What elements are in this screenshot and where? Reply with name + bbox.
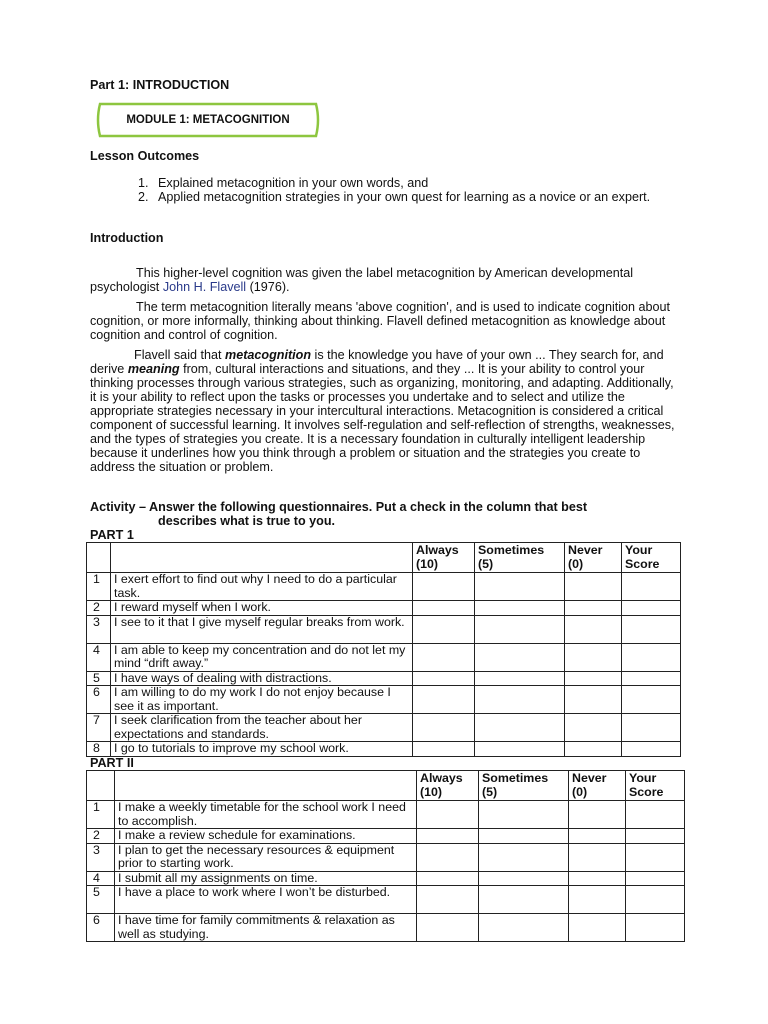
part-1-table <box>86 542 681 757</box>
always-cell[interactable] <box>413 742 475 757</box>
header-cell <box>111 543 413 573</box>
table-row <box>87 601 681 616</box>
always-cell[interactable] <box>413 573 475 601</box>
score-cell[interactable] <box>626 801 685 829</box>
intro-paragraph-3 <box>90 348 680 474</box>
row-statement: I submit all my assignments on time. <box>115 871 417 886</box>
header-never: Never (0) <box>569 771 626 801</box>
sometimes-cell[interactable] <box>475 615 565 643</box>
module-banner <box>92 102 324 138</box>
sometimes-cell[interactable] <box>479 801 569 829</box>
sometimes-cell[interactable] <box>479 829 569 844</box>
list-item-number: 1. <box>138 176 149 190</box>
row-number: 1 <box>87 801 115 829</box>
flavell-link[interactable]: John H. Flavell <box>162 280 247 294</box>
header-never: Never (0) <box>565 543 622 573</box>
intro-paragraph-2 <box>90 300 680 342</box>
paragraph-text: The term metacognition literally means 'above cognition', and is used to indicate cognition about cognition, or more informally, thinking about thinking. Flavell defined metacognition as knowledge about cognition and control of cognition. <box>90 300 671 342</box>
row-number: 1 <box>87 573 111 601</box>
table-row <box>87 886 685 914</box>
sometimes-cell[interactable] <box>475 714 565 742</box>
always-cell[interactable] <box>413 601 475 616</box>
list-item-number: 2. <box>138 190 149 204</box>
lesson-outcomes-heading: Lesson Outcomes <box>90 149 200 163</box>
paragraph-text: from, cultural interactions and situations, and they ... It is your ability to control your thinking processes through various strategies, such as organizing, monitoring, and adapting. Additionally, it is your ability to reflect upon the tasks or processes you undertake and to select and utilize the appropriate strategies necessary in your intercultural interactions. Metacognition is considered a critical component of successful learning. It involves self-regulation and self-reflection of strengths, weaknesses, and the types of strategies you create. It is a necessary foundation in culturally intelligent leadership because it underlines how you think through a problem or situation and the strategies you create to address the situation or problem. <box>90 362 675 474</box>
paragraph-text: is the knowledge you have of your own ... They search for, and derive <box>90 348 664 376</box>
table-row <box>87 871 685 886</box>
row-statement: I make a weekly timetable for the school work I need to accomplish. <box>115 801 417 829</box>
row-statement: I have ways of dealing with distractions. <box>111 671 413 686</box>
always-cell[interactable] <box>413 686 475 714</box>
sometimes-cell[interactable] <box>479 871 569 886</box>
score-cell[interactable] <box>626 843 685 871</box>
paragraph-text: (1976). <box>246 280 290 294</box>
header-cell <box>87 771 115 801</box>
score-cell[interactable] <box>626 829 685 844</box>
activity-line-1: Activity – Answer the following questionnaires. Put a check in the column that best <box>90 500 588 514</box>
paragraph-text: Flavell said that <box>134 348 225 362</box>
sometimes-cell[interactable] <box>475 601 565 616</box>
row-number: 3 <box>87 843 115 871</box>
table-row <box>87 643 681 671</box>
sometimes-cell[interactable] <box>479 886 569 914</box>
row-number: 6 <box>87 914 115 942</box>
table-row <box>87 829 685 844</box>
always-cell[interactable] <box>417 886 479 914</box>
lesson-outcomes-list <box>138 176 678 204</box>
row-statement: I have a place to work where I won’t be disturbed. <box>115 886 417 914</box>
activity-instructions <box>90 500 680 528</box>
part-2-label: PART II <box>90 756 134 770</box>
sometimes-cell[interactable] <box>475 686 565 714</box>
table-row <box>87 742 681 757</box>
row-number: 4 <box>87 643 111 671</box>
row-number: 2 <box>87 601 111 616</box>
sometimes-cell[interactable] <box>479 914 569 942</box>
sometimes-cell[interactable] <box>475 742 565 757</box>
row-number: 8 <box>87 742 111 757</box>
table-row <box>87 671 681 686</box>
never-cell[interactable] <box>565 573 622 601</box>
never-cell[interactable] <box>569 829 626 844</box>
row-statement: I exert effort to find out why I need to do a particular task. <box>111 573 413 601</box>
header-score: Your Score <box>626 771 685 801</box>
row-number: 7 <box>87 714 111 742</box>
always-cell[interactable] <box>417 829 479 844</box>
header-always: Always (10) <box>417 771 479 801</box>
module-label: MODULE 1: METACOGNITION <box>126 114 290 126</box>
emphasis-meaning: meaning <box>127 362 180 376</box>
never-cell[interactable] <box>565 686 622 714</box>
table-header-row <box>87 771 685 801</box>
table-row <box>87 843 685 871</box>
row-statement: I make a review schedule for examinations. <box>115 829 417 844</box>
header-sometimes: Sometimes (5) <box>475 543 565 573</box>
never-cell[interactable] <box>565 742 622 757</box>
row-statement: I reward myself when I work. <box>111 601 413 616</box>
score-cell[interactable] <box>626 871 685 886</box>
part-title: Part 1: INTRODUCTION <box>90 78 230 92</box>
list-item <box>138 190 678 204</box>
never-cell[interactable] <box>569 843 626 871</box>
never-cell[interactable] <box>565 643 622 671</box>
header-score: Your Score <box>622 543 681 573</box>
row-statement: I go to tutorials to improve my school work. <box>111 742 413 757</box>
table-row <box>87 914 685 942</box>
list-item-text: Explained metacognition in your own words, and <box>158 176 429 190</box>
score-cell[interactable] <box>622 671 681 686</box>
row-statement: I am able to keep my concentration and do not let my mind “drift away.” <box>111 643 413 671</box>
score-cell[interactable] <box>622 643 681 671</box>
paragraph-text: This higher-level cognition was given the label metacognition by American developmental psychologist <box>90 266 634 294</box>
introduction-heading: Introduction <box>90 231 164 245</box>
row-number: 6 <box>87 686 111 714</box>
row-number: 5 <box>87 671 111 686</box>
sometimes-cell[interactable] <box>479 843 569 871</box>
intro-paragraph-1 <box>90 266 680 294</box>
always-cell[interactable] <box>413 643 475 671</box>
list-item-text: Applied metacognition strategies in your own quest for learning as a novice or an expert. <box>158 190 651 204</box>
row-number: 5 <box>87 886 115 914</box>
score-cell[interactable] <box>622 601 681 616</box>
header-sometimes: Sometimes (5) <box>479 771 569 801</box>
score-cell[interactable] <box>626 886 685 914</box>
table-row <box>87 714 681 742</box>
never-cell[interactable] <box>569 871 626 886</box>
never-cell[interactable] <box>565 615 622 643</box>
never-cell[interactable] <box>569 886 626 914</box>
activity-line-2: describes what is true to you. <box>158 514 336 528</box>
table-header-row <box>87 543 681 573</box>
sometimes-cell[interactable] <box>475 573 565 601</box>
list-item <box>138 176 678 190</box>
row-statement: I have time for family commitments & relaxation as well as studying. <box>115 914 417 942</box>
table-row <box>87 801 685 829</box>
never-cell[interactable] <box>565 671 622 686</box>
score-cell[interactable] <box>622 615 681 643</box>
score-cell[interactable] <box>622 573 681 601</box>
score-cell[interactable] <box>626 914 685 942</box>
header-cell <box>87 543 111 573</box>
row-statement: I see to it that I give myself regular breaks from work. <box>111 615 413 643</box>
row-number: 3 <box>87 615 111 643</box>
table-row <box>87 573 681 601</box>
always-cell[interactable] <box>413 671 475 686</box>
score-cell[interactable] <box>622 742 681 757</box>
row-statement: I seek clarification from the teacher about her expectations and standards. <box>111 714 413 742</box>
always-cell[interactable] <box>417 801 479 829</box>
header-cell <box>115 771 417 801</box>
never-cell[interactable] <box>565 601 622 616</box>
part-2-table <box>86 770 685 942</box>
sometimes-cell[interactable] <box>475 643 565 671</box>
always-cell[interactable] <box>413 615 475 643</box>
row-number: 2 <box>87 829 115 844</box>
never-cell[interactable] <box>569 801 626 829</box>
header-always: Always (10) <box>413 543 475 573</box>
table-row <box>87 615 681 643</box>
score-cell[interactable] <box>622 686 681 714</box>
emphasis-metacognition: metacognition <box>225 348 312 362</box>
never-cell[interactable] <box>569 914 626 942</box>
part-1-label: PART 1 <box>90 528 134 542</box>
table-row <box>87 686 681 714</box>
always-cell[interactable] <box>417 871 479 886</box>
always-cell[interactable] <box>413 714 475 742</box>
sometimes-cell[interactable] <box>475 671 565 686</box>
never-cell[interactable] <box>565 714 622 742</box>
always-cell[interactable] <box>417 914 479 942</box>
row-statement: I plan to get the necessary resources & equipment prior to starting work. <box>115 843 417 871</box>
always-cell[interactable] <box>417 843 479 871</box>
row-statement: I am willing to do my work I do not enjoy because I see it as important. <box>111 686 413 714</box>
score-cell[interactable] <box>622 714 681 742</box>
row-number: 4 <box>87 871 115 886</box>
